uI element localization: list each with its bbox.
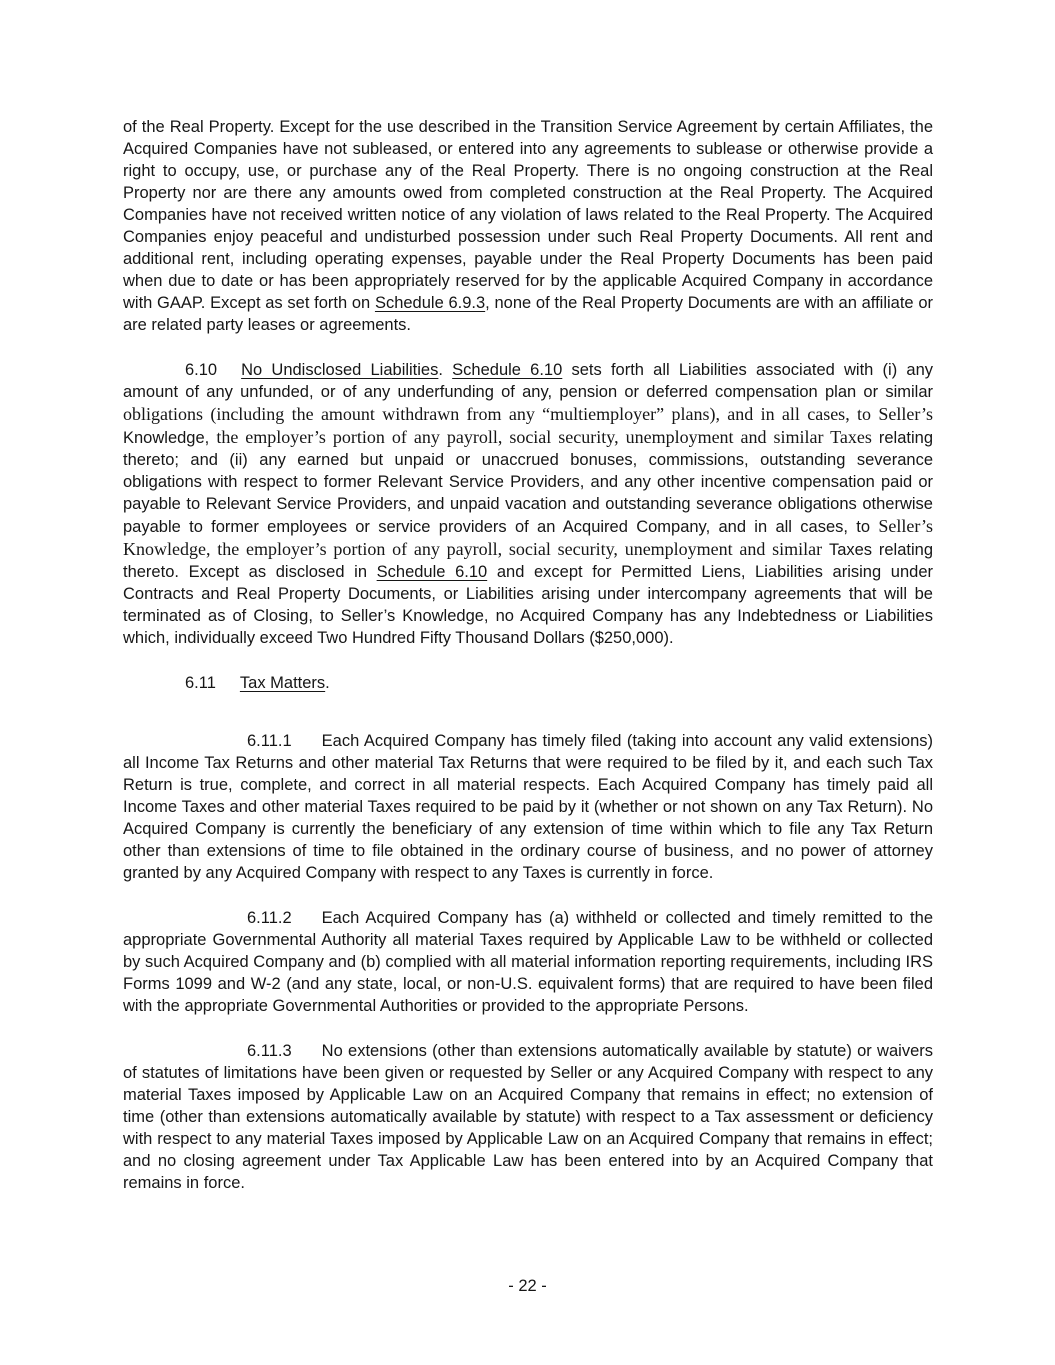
- schedule-ref-6-10-a: Schedule 6.10: [452, 361, 563, 379]
- paragraph-text: Taxes relating thereto. Except as disclosed in: [123, 541, 933, 581]
- section-number: 6.11: [185, 674, 216, 692]
- section-6-11-1: [123, 730, 933, 884]
- section-number: 6.11.1: [247, 732, 292, 750]
- section-number: 6.11.2: [247, 909, 292, 927]
- paragraph-text: No extensions (other than extensions automatically available by statute) or waivers of statutes of limitations have been given or requested by Seller or any Acquired Company with respect to any material Taxes imposed by Applicable Law on an Acquired Company that remains in effect; no extension of time (other than extensions automatically available by statute) with respect to a Tax assessment or deficiency with respect to any material Taxes imposed by Applicable Law on an Acquired Company that remains in effect; and no closing agreement under Tax Applicable Law has been entered into by an Acquired Company that remains in force.: [123, 1042, 933, 1192]
- section-6-11-3: [123, 1040, 933, 1194]
- page-number: - 22 -: [508, 1277, 547, 1295]
- paragraph-text: relating thereto; and (ii) any earned but unpaid or unaccrued bonuses, commissions, outstanding severance obligations with respect to former Relevant Service Providers, and any other incentive compensation paid or payable to Relevant Service Providers, and unpaid vacation and outstanding severance obligations otherwise payable to former employees or service providers of an Acquired Company, and in all cases, to: [123, 429, 933, 536]
- document-body: [123, 116, 933, 1194]
- section-number: 6.11.3: [247, 1042, 292, 1060]
- paragraph-text: and except for Permitted Liens, Liabilities arising under Contracts and Real Property Documents, or Liabilities arising under intercompany agreements that will be terminated as of Closing, to Seller’s Knowledge, no Acquired Company has any Indebtedness or Liabilities which, individually exceed Two Hundred Fifty Thousand Dollars ($250,000).: [123, 563, 933, 647]
- section-6-11: [123, 672, 933, 694]
- paragraph-text: Knowledge,: [123, 429, 217, 447]
- section-number: 6.10: [185, 361, 218, 379]
- schedule-ref-6-9-3: Schedule 6.9.3: [374, 294, 486, 312]
- paragraph-text: .: [438, 361, 453, 379]
- paragraph-text: Each Acquired Company has timely filed (taking into account any valid extensions) all Income Tax Returns and other material Tax Returns that were required to be filed by it, and each such Tax Return is true, complete, and correct in all material respects. Each Acquired Company has timely paid all Income Taxes and other material Taxes required to be paid by it (whether or not shown on any Tax Return). No Acquired Company is currently the beneficiary of any extension of time within which to file any Tax Return other than extensions of time to file obtained in the ordinary course of business, and no power of attorney granted by any Acquired Company with respect to any Taxes is currently in force.: [123, 732, 933, 882]
- section-6-10: [123, 359, 933, 649]
- paragraph-text-serif: Seller’s Knowledge, the employer’s portion of any payroll, social security, unemployment and similar: [123, 516, 933, 559]
- paragraph-text: sets forth all Liabilities associated with (i) any amount of any unfunded, or of any underfunding of any, pension or deferred compensation plan or similar: [123, 361, 934, 401]
- paragraph-text: Each Acquired Company has (a) withheld or collected and timely remitted to the appropriate Governmental Authority all material Taxes required by Applicable Law to be withheld or collected by such Acquired Company and (b) complied with all material information reporting requirements, including IRS Forms 1099 and W-2 (and any state, local, or non-U.S. equivalent forms) that are required to have been filed with the appropriate Governmental Authorities or provided to the appropriate Persons.: [123, 909, 933, 1015]
- paragraph-text: , none of the Real Property Documents are with an affiliate or are related party leases or agreements.: [123, 294, 934, 334]
- section-heading-tax-matters: Tax Matters: [239, 674, 326, 692]
- schedule-ref-6-10-b: Schedule 6.10: [376, 563, 488, 581]
- paragraph-text: of the Real Property. Except for the use described in the Transition Service Agreement by certain Affiliates, the Acquired Companies have not subleased, or entered into any agreements to sublease or otherwise provide a right to occupy, use, or purchase any of the Real Property. There is no ongoing construction at the Real Property nor are there any amounts owed from completed construction at the Real Property. The Acquired Companies have not received written notice of any violation of laws related to the Real Property. The Acquired Companies enjoy peaceful and undisturbed possession under such Real Property Documents. All rent and additional rent, including operating expenses, payable under the Real Property Documents has been paid when due to date or has been appropriately reserved for by the applicable Acquired Company in accordance with GAAP. Except as set forth on: [123, 118, 933, 312]
- paragraph-text-serif: the employer’s portion of any payroll, social security, unemployment and similar Taxes: [216, 427, 879, 447]
- section-6-11-2: [123, 907, 933, 1017]
- paragraph-text: .: [325, 674, 330, 692]
- section-heading-no-undisclosed-liabilities: No Undisclosed Liabilities: [241, 361, 439, 379]
- paragraph-real-property-continuation: [123, 116, 933, 336]
- paragraph-text-serif: obligations (including the amount withdrawn from any “multiemployer” plans), and in all cases, to Seller’s: [123, 404, 933, 424]
